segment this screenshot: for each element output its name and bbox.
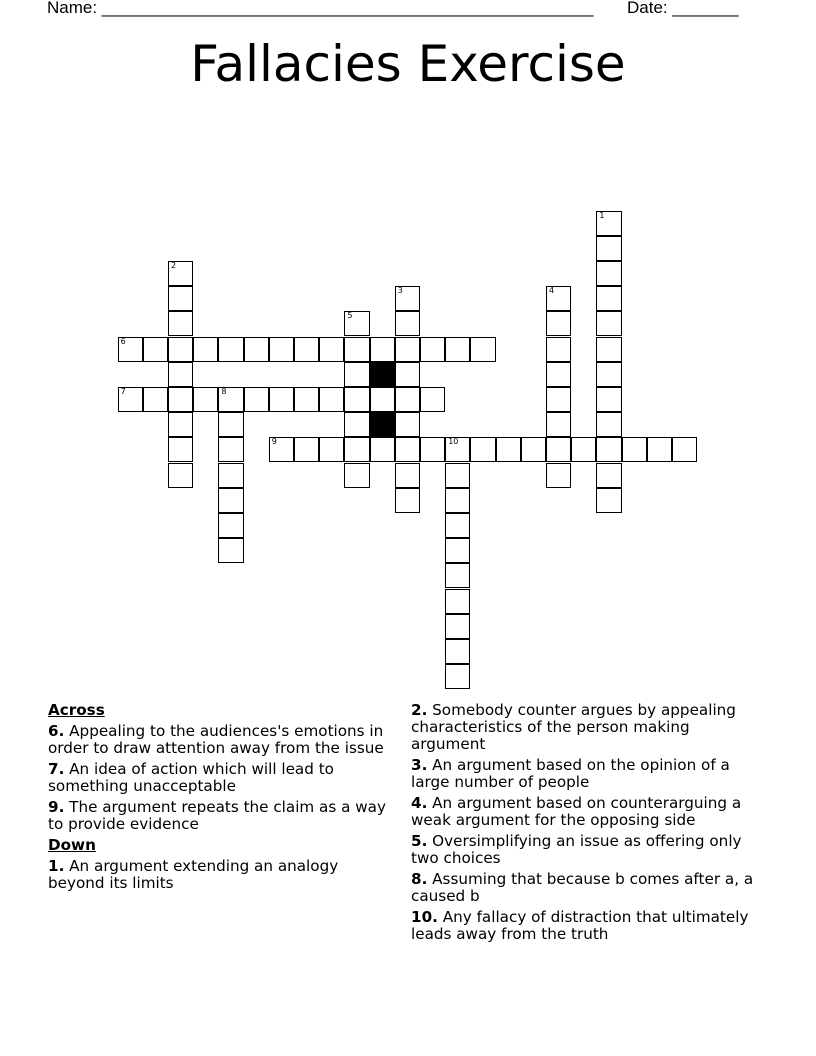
crossword-cell[interactable] <box>420 337 445 362</box>
crossword-cell[interactable] <box>395 463 420 488</box>
crossword-cell[interactable] <box>168 387 193 412</box>
crossword-cell[interactable] <box>521 437 546 462</box>
crossword-cell[interactable] <box>445 437 470 462</box>
across-clue-list <box>48 723 388 833</box>
crossword-cell[interactable] <box>445 563 470 588</box>
crossword-cell[interactable] <box>596 437 621 462</box>
clue-item <box>411 795 761 829</box>
clue-text: Assuming that because b comes after a, a caused b <box>411 870 754 905</box>
clue-number: 10. <box>411 908 438 926</box>
crossword-cell[interactable] <box>193 337 218 362</box>
crossword-cell[interactable] <box>370 337 395 362</box>
crossword-cell[interactable] <box>445 589 470 614</box>
crossword-cell[interactable] <box>395 488 420 513</box>
crossword-cell[interactable] <box>168 437 193 462</box>
crossword-cell[interactable] <box>218 488 243 513</box>
crossword-cell[interactable] <box>143 387 168 412</box>
crossword-cell[interactable] <box>168 412 193 437</box>
crossword-cell[interactable] <box>218 513 243 538</box>
crossword-cell[interactable] <box>344 337 369 362</box>
crossword-cell[interactable] <box>546 437 571 462</box>
crossword-cell[interactable] <box>546 463 571 488</box>
clue-number: 1. <box>48 857 65 875</box>
crossword-cell[interactable] <box>470 337 495 362</box>
crossword-cell[interactable] <box>596 488 621 513</box>
crossword-cell[interactable] <box>622 437 647 462</box>
crossword-cell[interactable] <box>546 387 571 412</box>
crossword-cell[interactable] <box>218 337 243 362</box>
clue-number: 6. <box>48 722 65 740</box>
clue-text: Appealing to the audiences's emotions in order to draw attention away from the issue <box>48 722 384 757</box>
crossword-cell[interactable] <box>269 437 294 462</box>
crossword-cell[interactable] <box>546 362 571 387</box>
crossword-cell[interactable] <box>370 387 395 412</box>
crossword-cell-number: 2 <box>171 260 177 270</box>
crossword-cell[interactable] <box>218 463 243 488</box>
crossword-cell[interactable] <box>596 211 621 236</box>
crossword-cell[interactable] <box>395 387 420 412</box>
crossword-cell[interactable] <box>546 412 571 437</box>
clues-left-column <box>48 702 388 896</box>
clue-item <box>411 702 761 753</box>
crossword-cell[interactable] <box>496 437 521 462</box>
crossword-cell-number: 1 <box>599 210 605 220</box>
down-clue-list-continued <box>411 702 761 943</box>
clue-number: 3. <box>411 756 428 774</box>
crossword-cell[interactable] <box>420 387 445 412</box>
crossword-cell[interactable] <box>168 463 193 488</box>
crossword-cell[interactable] <box>470 437 495 462</box>
clue-item <box>411 833 761 867</box>
crossword-cell[interactable] <box>319 337 344 362</box>
crossword-cell[interactable] <box>395 337 420 362</box>
clue-item <box>48 858 388 892</box>
crossword-cell[interactable] <box>218 437 243 462</box>
crossword-cell[interactable] <box>168 337 193 362</box>
crossword-cell[interactable] <box>143 337 168 362</box>
crossword-cell[interactable] <box>445 639 470 664</box>
clue-text: An idea of action which will lead to something unacceptable <box>48 760 334 795</box>
clue-item <box>48 723 388 757</box>
crossword-cell[interactable] <box>168 261 193 286</box>
across-heading: Across <box>48 701 105 719</box>
crossword-cell[interactable] <box>672 437 697 462</box>
crossword-cell[interactable] <box>218 387 243 412</box>
clue-item <box>411 871 761 905</box>
crossword-cell-number: 10 <box>448 437 459 447</box>
crossword-cell[interactable] <box>445 488 470 513</box>
crossword-cell[interactable] <box>218 412 243 437</box>
crossword-cell[interactable] <box>445 513 470 538</box>
crossword-cell[interactable] <box>445 337 470 362</box>
crossword-cell[interactable] <box>294 387 319 412</box>
crossword-cell[interactable] <box>596 362 621 387</box>
crossword-cell[interactable] <box>571 437 596 462</box>
crossword-cell[interactable] <box>445 614 470 639</box>
crossword-cell[interactable] <box>344 412 369 437</box>
crossword-cell[interactable] <box>546 286 571 311</box>
crossword-block-cell <box>370 362 395 387</box>
clue-text: Any fallacy of distraction that ultimately leads away from the truth <box>411 908 749 943</box>
down-clue-list <box>48 858 388 892</box>
name-field-label: Name: ____________________________________________________ <box>47 0 594 17</box>
crossword-cell[interactable] <box>269 337 294 362</box>
crossword-cell[interactable] <box>395 412 420 437</box>
crossword-cell[interactable] <box>445 463 470 488</box>
crossword-cell[interactable] <box>445 538 470 563</box>
crossword-cell[interactable] <box>344 311 369 336</box>
crossword-cell[interactable] <box>218 538 243 563</box>
clue-text: Somebody counter argues by appealing characteristics of the person making argument <box>411 701 736 753</box>
clue-number: 5. <box>411 832 428 850</box>
crossword-cell[interactable] <box>596 387 621 412</box>
crossword-cell[interactable] <box>647 437 672 462</box>
crossword-cell[interactable] <box>344 437 369 462</box>
clue-number: 8. <box>411 870 428 888</box>
crossword-cell[interactable] <box>269 387 294 412</box>
crossword-cell-number: 8 <box>221 386 227 396</box>
crossword-cell[interactable] <box>168 286 193 311</box>
crossword-cell[interactable] <box>193 387 218 412</box>
crossword-cell[interactable] <box>319 387 344 412</box>
crossword-cell[interactable] <box>546 337 571 362</box>
clue-text: An argument based on counterarguing a weak argument for the opposing side <box>411 794 742 829</box>
crossword-cell[interactable] <box>596 286 621 311</box>
crossword-cell[interactable] <box>244 387 269 412</box>
crossword-cell[interactable] <box>344 463 369 488</box>
crossword-cell-number: 3 <box>397 286 403 296</box>
crossword-cell[interactable] <box>395 286 420 311</box>
crossword-cell[interactable] <box>445 664 470 689</box>
clue-text: An argument based on the opinion of a large number of people <box>411 756 730 791</box>
crossword-cell[interactable] <box>168 311 193 336</box>
clue-number: 9. <box>48 798 65 816</box>
clue-number: 4. <box>411 794 428 812</box>
crossword-cell[interactable] <box>118 337 143 362</box>
crossword-cell[interactable] <box>596 412 621 437</box>
clue-item <box>411 909 761 943</box>
page-title: Fallacies Exercise <box>190 35 626 93</box>
crossword-cell-number: 5 <box>347 311 353 321</box>
crossword-cell[interactable] <box>596 261 621 286</box>
crossword-cell[interactable] <box>344 362 369 387</box>
crossword-cell[interactable] <box>344 387 369 412</box>
crossword-cell-number: 4 <box>549 286 555 296</box>
crossword-cell[interactable] <box>420 437 445 462</box>
crossword-cell[interactable] <box>596 236 621 261</box>
crossword-cell[interactable] <box>319 437 344 462</box>
crossword-cell[interactable] <box>546 311 571 336</box>
down-heading: Down <box>48 836 96 854</box>
crossword-cell[interactable] <box>370 437 395 462</box>
clue-text: Oversimplifying an issue as offering only two choices <box>411 832 742 867</box>
clues-right-column <box>411 702 761 947</box>
crossword-cell[interactable] <box>294 437 319 462</box>
crossword-cell[interactable] <box>118 387 143 412</box>
crossword-cell[interactable] <box>596 337 621 362</box>
crossword-cell[interactable] <box>395 311 420 336</box>
clue-text: An argument extending an analogy beyond its limits <box>48 857 339 892</box>
clue-item <box>48 799 388 833</box>
date-field-label: Date: _______ <box>627 0 739 17</box>
clue-item <box>48 761 388 795</box>
crossword-cell[interactable] <box>596 311 621 336</box>
crossword-cell[interactable] <box>596 463 621 488</box>
crossword-cell-number: 7 <box>120 386 126 396</box>
clue-number: 7. <box>48 760 65 778</box>
crossword-cell[interactable] <box>294 337 319 362</box>
crossword-cell[interactable] <box>395 362 420 387</box>
crossword-cell-number: 6 <box>120 336 126 346</box>
clue-item <box>411 757 761 791</box>
crossword-block-cell <box>370 412 395 437</box>
crossword-cell[interactable] <box>395 437 420 462</box>
crossword-cell[interactable] <box>168 362 193 387</box>
crossword-cell[interactable] <box>244 337 269 362</box>
clue-text: The argument repeats the claim as a way to provide evidence <box>48 798 386 833</box>
clue-number: 2. <box>411 701 428 719</box>
crossword-cell-number: 9 <box>271 437 277 447</box>
